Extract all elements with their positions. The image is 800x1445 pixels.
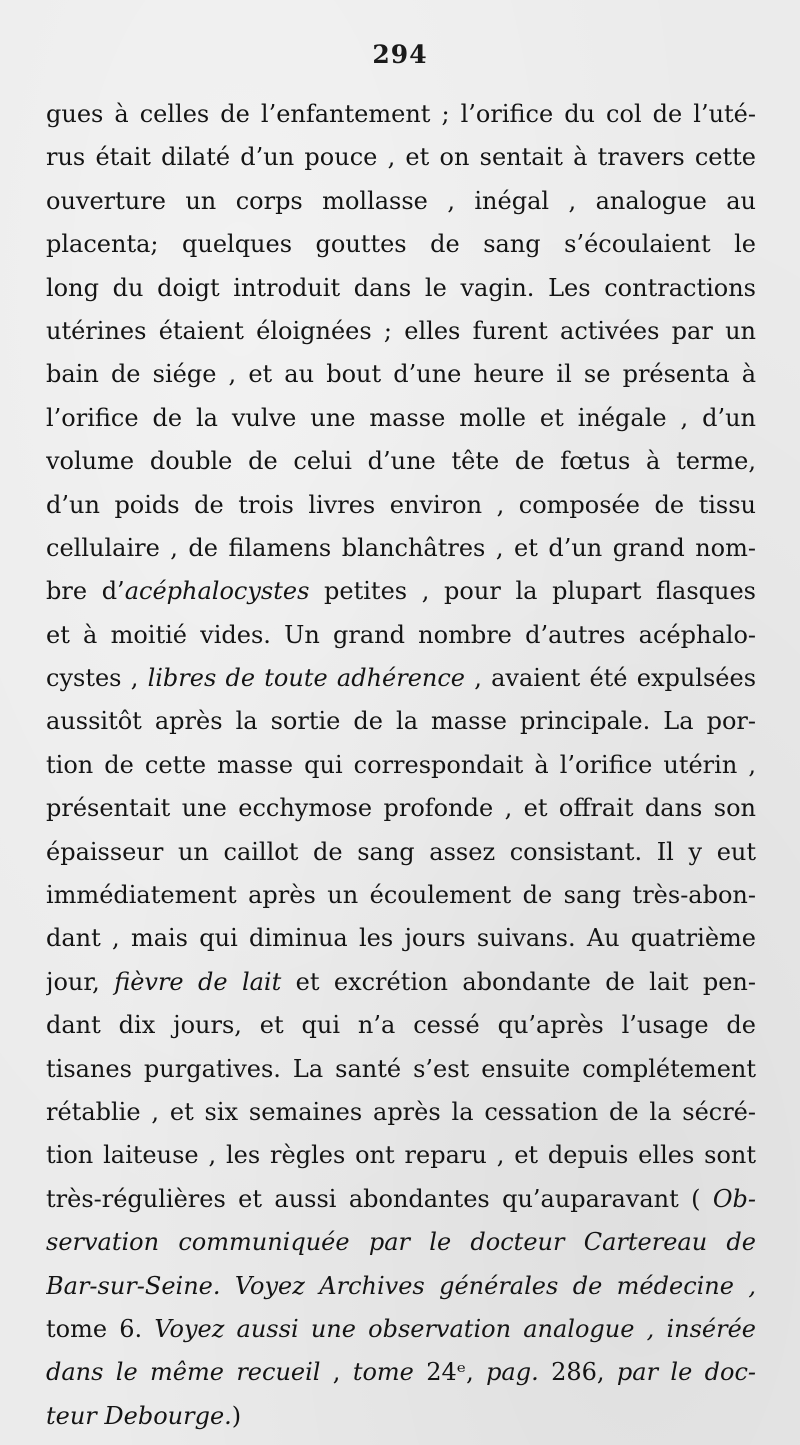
italic-text: Bar-sur-Seine. Voyez Archives générales de médecine ,: [46, 1271, 756, 1300]
text-line: [46, 397, 756, 440]
text-segment: tome 6.: [46, 1314, 155, 1343]
text-segment: bre d’: [46, 577, 125, 606]
text-line: [46, 700, 756, 743]
text-segment: gues à celles de l’enfantement ; l’orifice du col de l’uté-: [46, 100, 756, 128]
text-segment: présentait une ecchymose profonde , et offrait dans son: [46, 794, 756, 823]
text-segment: d’un poids de trois livres environ , composée de tissu: [46, 490, 756, 519]
text-segment: très-régulières et aussi abondantes qu’auparavant (: [46, 1184, 713, 1213]
text-line: [46, 1048, 756, 1091]
text-line: [46, 1351, 756, 1394]
italic-text: Voyez aussi une observation analogue , insérée: [154, 1314, 756, 1343]
text-segment: ouverture un corps mollasse , inégal , analogue au: [46, 186, 756, 215]
text-line: [46, 570, 756, 613]
text-segment: dant dix jours, et qui n’a cessé qu’après l’usage de: [46, 1011, 756, 1040]
text-segment: ,: [320, 1358, 353, 1387]
text-segment: , avaient été expulsées: [465, 664, 756, 693]
text-segment: ): [231, 1401, 242, 1430]
text-line: [46, 744, 756, 787]
text-line: [46, 1395, 756, 1438]
italic-text: dans le même recueil: [46, 1358, 321, 1387]
text-line: [46, 1265, 756, 1308]
text-line: [46, 614, 756, 657]
text-line: [46, 267, 756, 310]
text-line: [46, 874, 756, 917]
text-segment: 286,: [538, 1358, 617, 1387]
text-segment: petites , pour la plupart flasques: [309, 577, 756, 606]
text-line: [46, 787, 756, 830]
italic-text: acéphalocystes: [124, 577, 310, 606]
text-segment: tion laiteuse , les règles ont reparu , et depuis elles sont: [46, 1141, 756, 1170]
text-segment: aussitôt après la sortie de la masse principale. La por-: [46, 707, 756, 736]
italic-text: pag.: [486, 1358, 539, 1387]
text-line: [46, 1221, 756, 1264]
text-line: [46, 961, 756, 1004]
text-segment: tion de cette masse qui correspondait à l’orifice utérin ,: [46, 750, 756, 779]
italic-text: teur Debourge.: [46, 1401, 232, 1430]
text-line: [46, 1091, 756, 1134]
italic-text: tome: [352, 1358, 414, 1387]
text-segment: l’orifice de la vulve une masse molle et inégale , d’un: [46, 403, 756, 432]
text-segment: cellulaire , de filamens blanchâtres , et d’un grand nom-: [46, 533, 756, 562]
italic-text: par le doc-: [616, 1358, 756, 1387]
text-segment: utérines étaient éloignées ; elles furent activées par un: [46, 316, 756, 345]
text-line: [46, 180, 756, 223]
text-line: [46, 1308, 756, 1351]
text-line: [46, 223, 756, 266]
text-line: [46, 917, 756, 960]
text-line: [46, 831, 756, 874]
text-segment: épaisseur un caillot de sang assez consistant. Il y eut: [46, 837, 756, 866]
italic-text: fièvre de lait: [114, 967, 282, 996]
text-line: [46, 1004, 756, 1047]
text-line: [46, 440, 756, 483]
body-text: [46, 93, 756, 1438]
text-segment: 24ᵉ,: [413, 1358, 487, 1387]
text-line: [46, 353, 756, 396]
text-segment: placenta; quelques gouttes de sang s’écoulaient le: [46, 230, 756, 259]
text-segment: et à moitié vides. Un grand nombre d’autres acéphalo-: [46, 620, 756, 649]
italic-text: servation communiquée par le docteur Cartereau de: [46, 1228, 756, 1257]
text-segment: long du doigt introduit dans le vagin. Les contractions: [46, 273, 756, 302]
italic-text: libres de toute adhérence: [147, 664, 466, 693]
text-line: [46, 1178, 756, 1221]
text-segment: rétablie , et six semaines après la cessation de la sécré-: [46, 1097, 756, 1126]
text-line: [46, 484, 756, 527]
text-segment: volume double de celui d’une tête de fœtus à terme,: [46, 447, 756, 476]
text-segment: jour,: [46, 967, 115, 996]
text-line: [46, 136, 756, 179]
text-line: [46, 310, 756, 353]
text-segment: tisanes purgatives. La santé s’est ensuite complétement: [46, 1054, 756, 1083]
page-number: 294: [372, 40, 428, 69]
text-line: [46, 1134, 756, 1177]
italic-text: Ob-: [712, 1184, 756, 1213]
text-segment: dant , mais qui diminua les jours suivans. Au quatrième: [46, 924, 756, 953]
text-segment: et excrétion abondante de lait pen-: [281, 967, 756, 996]
text-segment: cystes ,: [46, 664, 148, 693]
text-segment: immédiatement après un écoulement de sang très-abon-: [46, 881, 756, 910]
text-line: [46, 93, 756, 136]
text-segment: bain de siége , et au bout d’une heure il se présenta à: [46, 360, 756, 389]
text-line: [46, 657, 756, 700]
text-segment: rus était dilaté d’un pouce , et on sentait à travers cette: [46, 143, 756, 172]
text-line: [46, 527, 756, 570]
